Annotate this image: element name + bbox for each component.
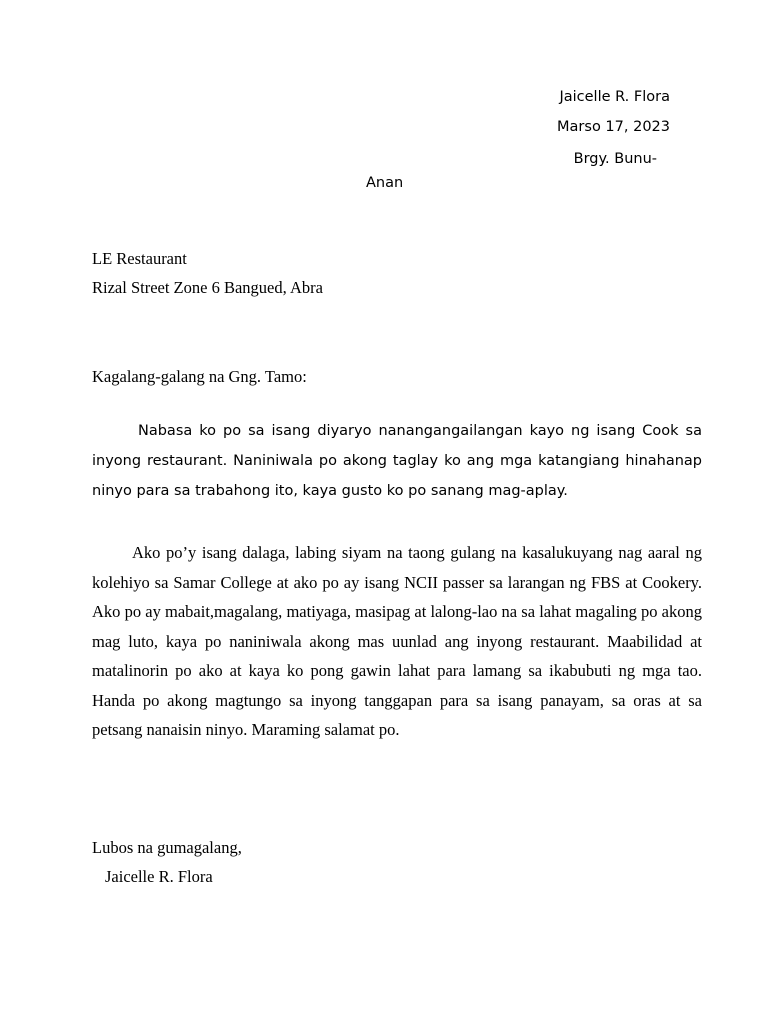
recipient-name: LE Restaurant bbox=[92, 249, 187, 268]
paragraph-second: Ako po’y isang dalaga, labing siyam na taong gulang na kasalukuyang nag aaral ng kolehiyo sa Samar College at ako po ay isang NCII passer sa larangan ng FBS at Cookery. Ako po ay mabait,magalang, matiyaga, masipag at lalong-lao na sa lahat magaling po akong mag luto, kaya po naniniwala akong mas uunlad ang inyong restaurant. Maabilidad at matalinorin po ako at kaya ko pong gawin lahat para lamang sa ikabubuti ng mga tao. Handa po akong magtungo sa inyong tanggapan para sa isang panayam, sa oras at sa petsang nanaisin ninyo. Maraming salamat po. bbox=[92, 543, 702, 739]
signature-name: Jaicelle R. Flora bbox=[105, 867, 213, 886]
sender-name: Jaicelle R. Flora bbox=[559, 89, 670, 105]
closing-phrase: Lubos na gumagalang, bbox=[92, 838, 242, 857]
sender-address-line2: Anan bbox=[366, 175, 404, 191]
sender-address-line1: Brgy. Bunu- bbox=[573, 151, 657, 167]
paragraph-first: Nabasa ko po sa isang diyaryo nanangangailangan kayo ng isang Cook sa inyong restaurant. Naniniwala po akong taglay ko ang mga katangiang hinahanap ninyo para sa trabahong ito, kaya gusto ko po sanang mag-aplay. bbox=[92, 423, 702, 499]
letter-date: Marso 17, 2023 bbox=[557, 119, 670, 135]
recipient-address: Rizal Street Zone 6 Bangued, Abra bbox=[92, 278, 323, 297]
salutation: Kagalang-galang na Gng. Tamo: bbox=[92, 367, 307, 386]
